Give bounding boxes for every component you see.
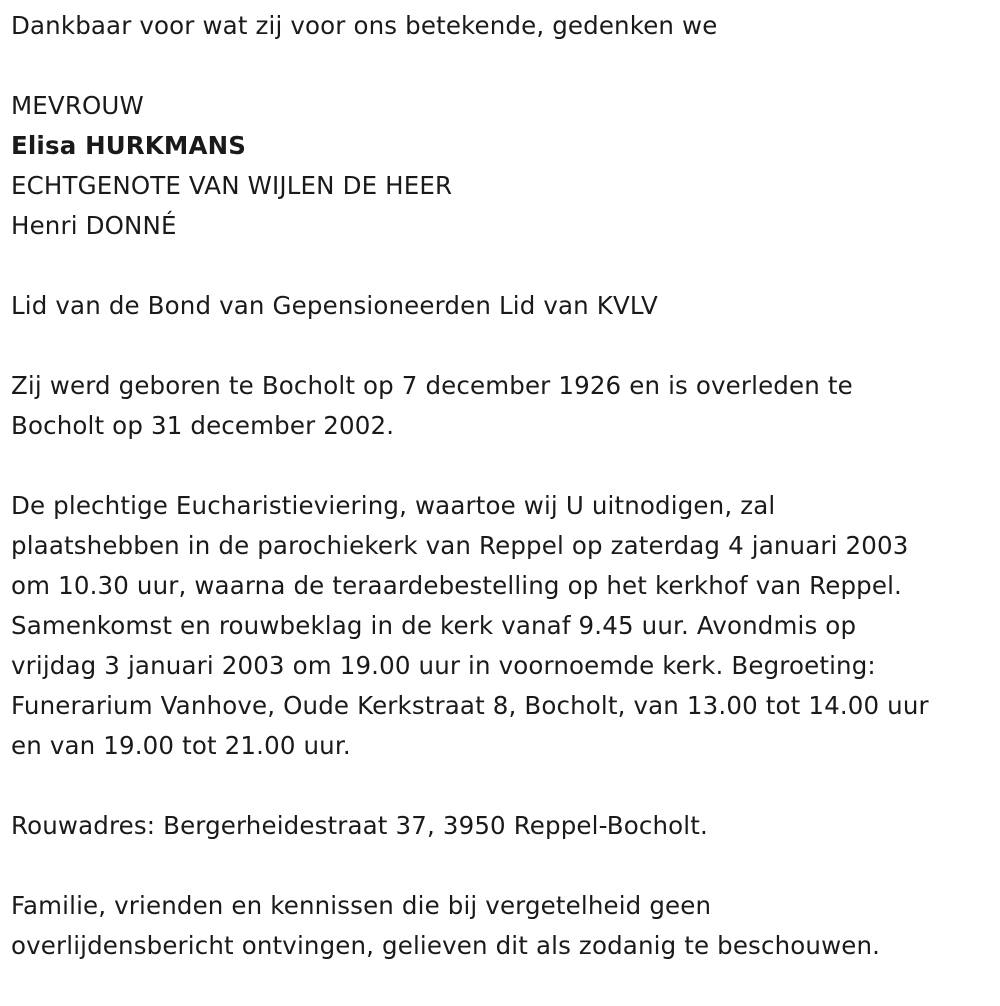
deceased-name: Elisa HURKMANS bbox=[11, 131, 247, 160]
obituary-document bbox=[11, 6, 996, 966]
memberships-text: Lid van de Bond van Gepensioneerden Lid van KVLV bbox=[11, 291, 658, 320]
intro-text: Dankbaar voor wat zij voor ons betekende, gedenken we bbox=[11, 11, 718, 40]
birth-death-line-2: Bocholt op 31 december 2002. bbox=[11, 411, 395, 440]
ceremony-line-5: vrijdag 3 januari 2003 om 19.00 uur in voornoemde kerk. Begroeting: bbox=[11, 651, 876, 680]
ceremony-line-3: om 10.30 uur, waarna de teraardebestelling op het kerkhof van Reppel. bbox=[11, 571, 902, 600]
mourning-address: Rouwadres: Bergerheidestraat 37, 3950 Reppel-Bocholt. bbox=[11, 811, 708, 840]
closing-line-2: overlijdensbericht ontvingen, gelieven dit als zodanig te beschouwen. bbox=[11, 931, 881, 960]
ceremony-line-1: De plechtige Eucharistieviering, waartoe wij U uitnodigen, zal bbox=[11, 491, 776, 520]
title-prefix: MEVROUW bbox=[11, 91, 144, 120]
birth-death-line-1: Zij werd geboren te Bocholt op 7 december 1926 en is overleden te bbox=[11, 371, 853, 400]
ceremony-line-2: plaatshebben in de parochiekerk van Reppel op zaterdag 4 januari 2003 bbox=[11, 531, 909, 560]
ceremony-line-7: en van 19.00 tot 21.00 uur. bbox=[11, 731, 351, 760]
spouse-name: Henri DONNÉ bbox=[11, 211, 177, 240]
closing-line-1: Familie, vrienden en kennissen die bij vergetelheid geen bbox=[11, 891, 712, 920]
ceremony-line-6: Funerarium Vanhove, Oude Kerkstraat 8, Bocholt, van 13.00 tot 14.00 uur bbox=[11, 691, 929, 720]
relation-text: ECHTGENOTE VAN WIJLEN DE HEER bbox=[11, 171, 453, 200]
ceremony-line-4: Samenkomst en rouwbeklag in de kerk vanaf 9.45 uur. Avondmis op bbox=[11, 611, 857, 640]
